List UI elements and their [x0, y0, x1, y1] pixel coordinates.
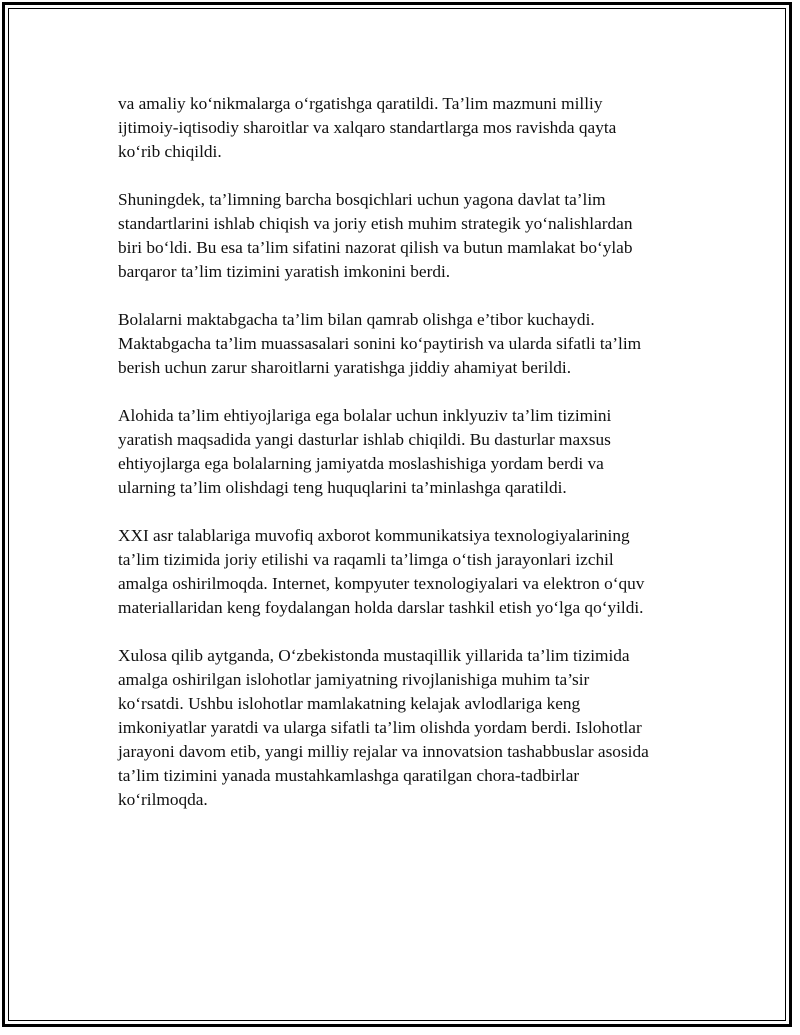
paragraph [118, 644, 693, 812]
text-line: ko‘rilmoqda. [118, 790, 208, 809]
text-line: ijtimoiy-iqtisodiy sharoitlar va xalqaro standartlarga mos ravishda qayta [118, 118, 617, 137]
text-line: ko‘rsatdi. Ushbu islohotlar mamlakatning kelajak avlodlariga keng [118, 694, 581, 713]
paragraph [118, 308, 693, 380]
text-line: XXI asr talablariga muvofiq axborot kommunikatsiya texnologiyalarining [118, 526, 630, 545]
text-line: standartlarini ishlab chiqish va joriy etish muhim strategik yo‘nalishlardan [118, 214, 633, 233]
text-line: Maktabgacha ta’lim muassasalari sonini ko‘paytirish va ularda sifatli ta’lim [118, 334, 642, 353]
text-line: Alohida ta’lim ehtiyojlariga ega bolalar uchun inklyuziv ta’lim tizimini [118, 406, 612, 425]
text-line: amalga oshirilmoqda. Internet, kompyuter texnologiyalari va elektron o‘quv [118, 574, 645, 593]
text-line: Bolalarni maktabgacha ta’lim bilan qamrab olishga e’tibor kuchaydi. [118, 310, 595, 329]
paragraph [118, 188, 693, 284]
paragraph [118, 524, 693, 620]
text-line: Shuningdek, ta’limning barcha bosqichlari uchun yagona davlat ta’lim [118, 190, 606, 209]
paragraph [118, 92, 693, 164]
text-line: jarayoni davom etib, yangi milliy rejalar va innovatsion tashabbuslar asosida [118, 742, 649, 761]
text-line: ta’lim tizimida joriy etilishi va raqamli ta’limga o‘tish jarayonlari izchil [118, 550, 614, 569]
document-body [118, 92, 693, 836]
text-line: ehtiyojlarga ega bolalarning jamiyatda moslashishiga yordam berdi va [118, 454, 604, 473]
text-line: ko‘rib chiqildi. [118, 142, 222, 161]
text-line: yaratish maqsadida yangi dasturlar ishlab chiqildi. Bu dasturlar maxsus [118, 430, 611, 449]
text-line: ularning ta’lim olishdagi teng huquqlarini ta’minlashga qaratildi. [118, 478, 567, 497]
text-line: berish uchun zarur sharoitlarni yaratishga jiddiy ahamiyat berildi. [118, 358, 572, 377]
text-line: barqaror ta’lim tizimini yaratish imkonini berdi. [118, 262, 451, 281]
text-line: imkoniyatlar yaratdi va ularga sifatli ta’lim olishda yordam berdi. Islohotlar [118, 718, 642, 737]
text-line: biri bo‘ldi. Bu esa ta’lim sifatini nazorat qilish va butun mamlakat bo‘ylab [118, 238, 633, 257]
text-line: Xulosa qilib aytganda, O‘zbekistonda mustaqillik yillarida ta’lim tizimida [118, 646, 630, 665]
paragraph [118, 404, 693, 500]
text-line: va amaliy ko‘nikmalarga o‘rgatishga qaratildi. Ta’lim mazmuni milliy [118, 94, 603, 113]
text-line: materiallaridan keng foydalangan holda darslar tashkil etish yo‘lga qo‘yildi. [118, 598, 644, 617]
text-line: ta’lim tizimini yanada mustahkamlashga qaratilgan chora-tadbirlar [118, 766, 580, 785]
text-line: amalga oshirilgan islohotlar jamiyatning rivojlanishiga muhim ta’sir [118, 670, 590, 689]
